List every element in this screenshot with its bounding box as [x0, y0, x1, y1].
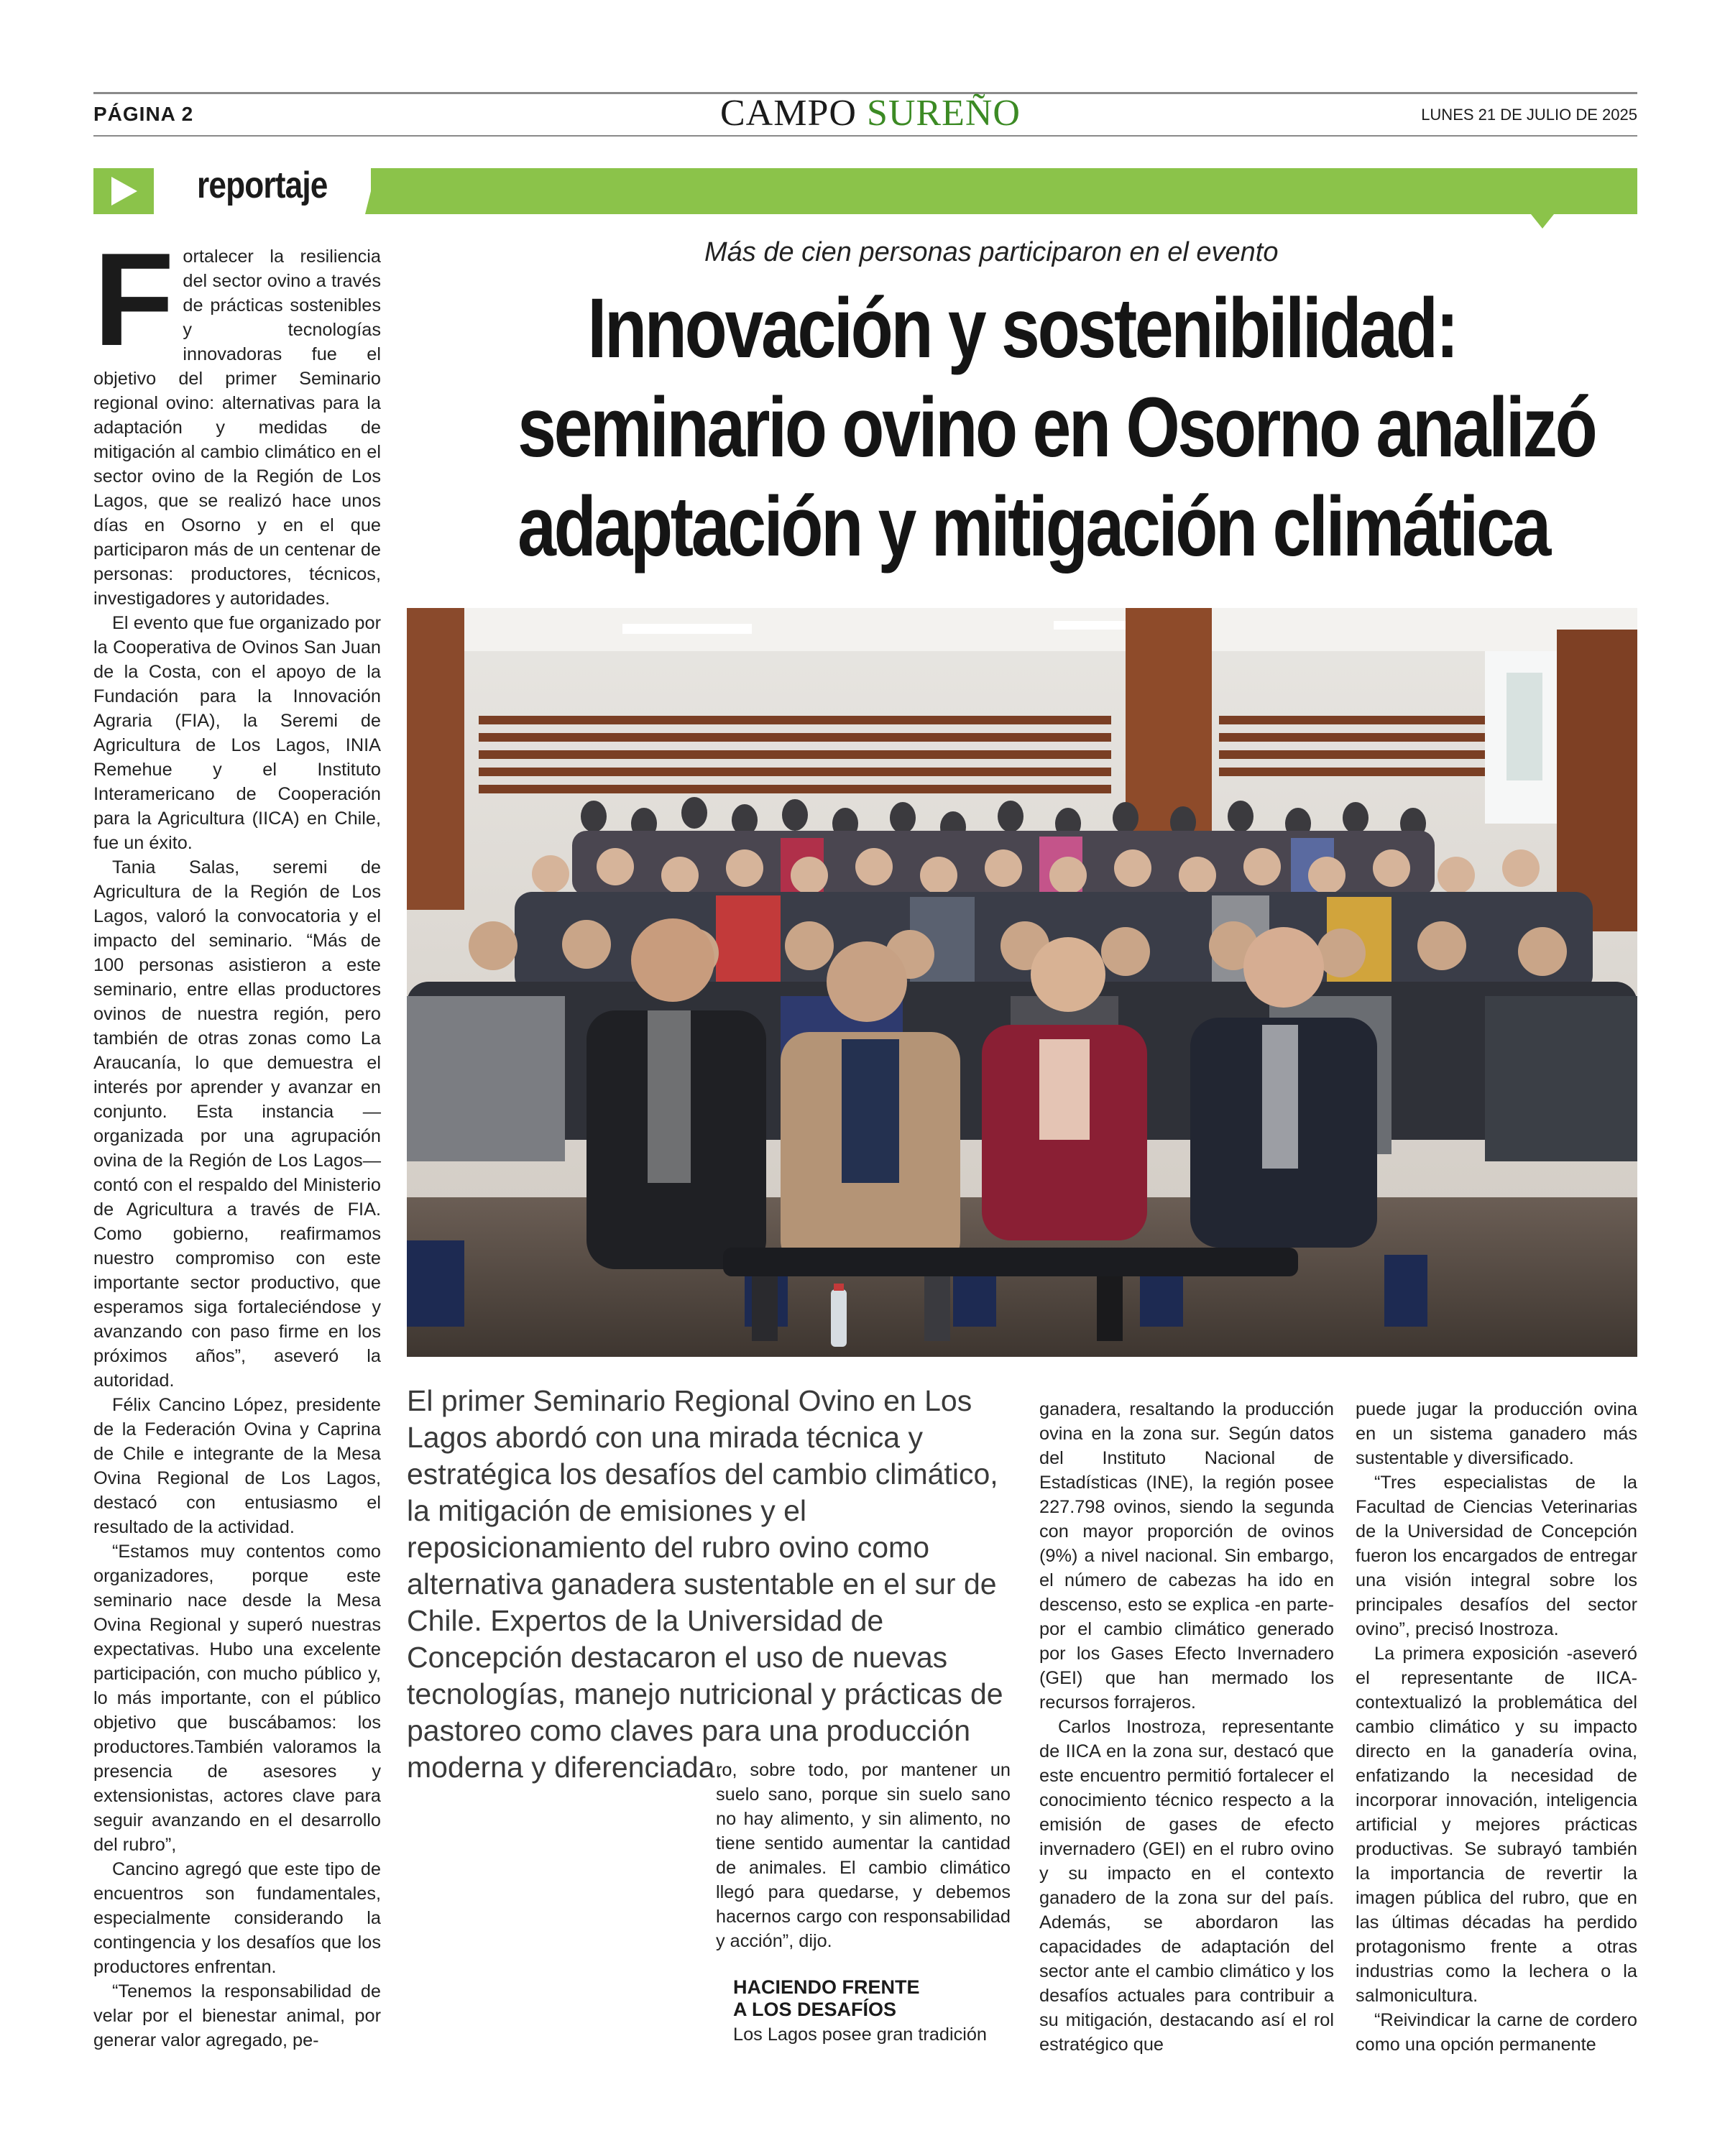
paragraph: Tania Salas, seremi de Agricultura de la Región de Los Lagos, valoró la convocatoria y el impacto del seminario. “Más de 100 personas asistieron a este seminario, entre ellas productores ovinos de nuestra región, pero también de otras zonas como La Araucanía, lo que demuestra el interés por aprender y avanzar en conjunto. Esta instancia —organizada por una agrupación ovina de la Región de Los Lagos— contó con el respaldo del Ministerio de Agricultura a través de FIA. Como gobierno, reafirmamos nuestro compromiso con este importante sector productivo, que esperamos siga fortaleciéndose y avanzando con paso firme en los próximos años”, aseveró la autoridad.	[93, 857, 381, 1391]
paragraph: ganadera, resaltando la producción ovina en la zona sur. Según datos del Instituto Nacional de Estadísticas (INE), la región posee 227.798 ovinos, siendo la segunda con mayor proporción de ovinos (9%) a nivel nacional. Sin embargo, el número de cabezas ha ido en descenso, esto se explica -en parte- por el cambio climático generado por los Gases Efecto Invernadero (GEI) que han mermado los recursos forrajeros.	[1039, 1399, 1334, 1713]
article-lead: El primer Seminario Regional Ovino en Los Lagos abordó con una mirada técnica y estratégica los desafíos del cambio climático, la mitigación de emisiones y el reposicionamiento del rubro ovino como alternativa ganadera sustentable en el sur de Chile. Expertos de la Universidad de Concepción destacaron el uso de nuevas tecnologías, manejo nutricional y prácticas de pastoreo como claves para una producción moderna y diferenciada.	[407, 1384, 1003, 1784]
paragraph: ro, sobre todo, por mantener un suelo sano, porque sin suelo sano no hay alimento, y sin alimento, no tiene sentido aumentar la cantidad de animales. El cambio climático llegó para quedarse, y debemos hacernos cargo con responsabilidad y acción”, dijo.	[716, 1760, 1011, 1951]
page-number: PÁGINA 2	[93, 103, 194, 125]
paragraph: La primera exposición -aseveró el representante de IICA- contextualizó la problemática del cambio climático y su impacto directo en la ganadería ovina, enfatizando la necesidad de incorporar innovación, inteligencia artificial y mejores prácticas productivas. Se subrayó también la importancia de revertir la imagen pública del rubro, que en las últimas décadas ha perdido protagonismo frente a otras industrias como la lechera o la salmonicultura.	[1356, 1644, 1637, 2006]
article-column-1	[93, 225, 381, 2113]
section-label: reportaje	[197, 165, 328, 206]
paragraph: Carlos Inostroza, representante de IICA en la zona sur, destacó que este encuentro permitió fortalecer el conocimiento técnico respecto a la emisión de gases de efecto invernadero (GEI) en el rubro ovino y su impacto en el contexto ganadero de la zona sur del país. Además, se abordaron las capacidades de adaptación del sector ante el cambio climático y los desafíos actuales para contribuir a su mitigación, destacando así el rol estratégico que	[1039, 1717, 1334, 2055]
drop-cap: F	[93, 225, 175, 373]
paragraph: puede jugar la producción ovina en un sistema ganadero más sustentable y diversificado.	[1356, 1399, 1637, 1468]
subheading-line-2: A LOS DESAFÍOS	[733, 1999, 897, 2020]
header-bottom-rule	[93, 135, 1637, 137]
paragraph: Félix Cancino López, presidente de la Federación Ovina y Caprina de Chile e integrante de la Mesa Ovina Regional de Los Lagos, destacó con entusiasmo el resultado de la actividad.	[93, 1395, 381, 1537]
headline	[407, 279, 1637, 576]
play-triangle-icon	[111, 177, 137, 206]
paragraph: Los Lagos posee gran tradición	[733, 2024, 987, 2045]
section-bar-notch	[1531, 214, 1554, 229]
paragraph: ortalecer la resiliencia del sector ovino a través de prácticas sostenibles y tecnologías innovadoras fue el objetivo del primer Seminario regional ovino: alternativas para la adaptación y medidas de mitigación al cambio climático en el sector ovino de la Región de Los Lagos, que se realizó hace unos días en Osorno y en el que participaron más de un centenar de personas: productores, técnicos, investigadores y autoridades.	[93, 247, 381, 609]
paragraph: “Estamos muy contentos como organizadores, porque este seminario nace desde la Mesa Ovina Regional y superó nuestras expectativas. Hubo una excelente participación, con mucho público y, lo más importante, con el público objetivo que buscábamos: los productores.También valoramos la presencia de asesores y extensionistas, actores clave para seguir avanzando en el desarrollo del rubro”,	[93, 1542, 381, 1855]
article-column-5	[1356, 1397, 1637, 2057]
paragraph: Cancino agregó que este tipo de encuentros son fundamentales, especialmente considerando la contingencia y los desafíos que los productores enfrentan.	[93, 1859, 381, 1977]
seminar-audience-photo	[407, 608, 1637, 1357]
issue-date: LUNES 21 DE JULIO DE 2025	[1421, 106, 1637, 124]
article-column-3	[716, 1758, 1011, 1953]
headline-line-1: Innovación y sostenibilidad:	[587, 281, 1457, 376]
article-column-4	[1039, 1397, 1334, 2057]
headline-line-2: seminario ovino en Osorno analizó	[518, 380, 1596, 475]
kicker: Más de cien personas participaron en el evento	[704, 237, 1279, 267]
subheading	[733, 1976, 1013, 2021]
headline-line-3: adaptación y mitigación climática	[518, 479, 1550, 574]
section-bar	[371, 168, 1637, 214]
paragraph: “Reivindicar la carne de cordero como una opción permanente	[1356, 2010, 1637, 2055]
paragraph: “Tenemos la responsabilidad de velar por el bienestar animal, por generar valor agregado, pe-	[93, 1981, 381, 2050]
subheading-line-1: HACIENDO FRENTE	[733, 1976, 920, 1998]
paragraph: El evento que fue organizado por la Cooperativa de Ovinos San Juan de la Costa, con el apoyo de la Fundación para la Innovación Agraria (FIA), la Seremi de Agricultura de Los Lagos, INIA Remehue y el Instituto Interamericano de Cooperación para la Agricultura (IICA) en Chile, fue un éxito.	[93, 613, 381, 853]
article-column-3-continued	[733, 2022, 1011, 2047]
masthead-sureno: SUREÑO	[866, 93, 1021, 134]
paragraph: “Tres especialistas de la Facultad de Ciencias Veterinarias de la Universidad de Concepción fueron los encargados de entregar una visión integral sobre los principales desafíos del sector ovino”, precisó Inostroza.	[1356, 1473, 1637, 1639]
masthead-campo: CAMPO	[720, 93, 857, 134]
masthead	[720, 92, 1021, 135]
